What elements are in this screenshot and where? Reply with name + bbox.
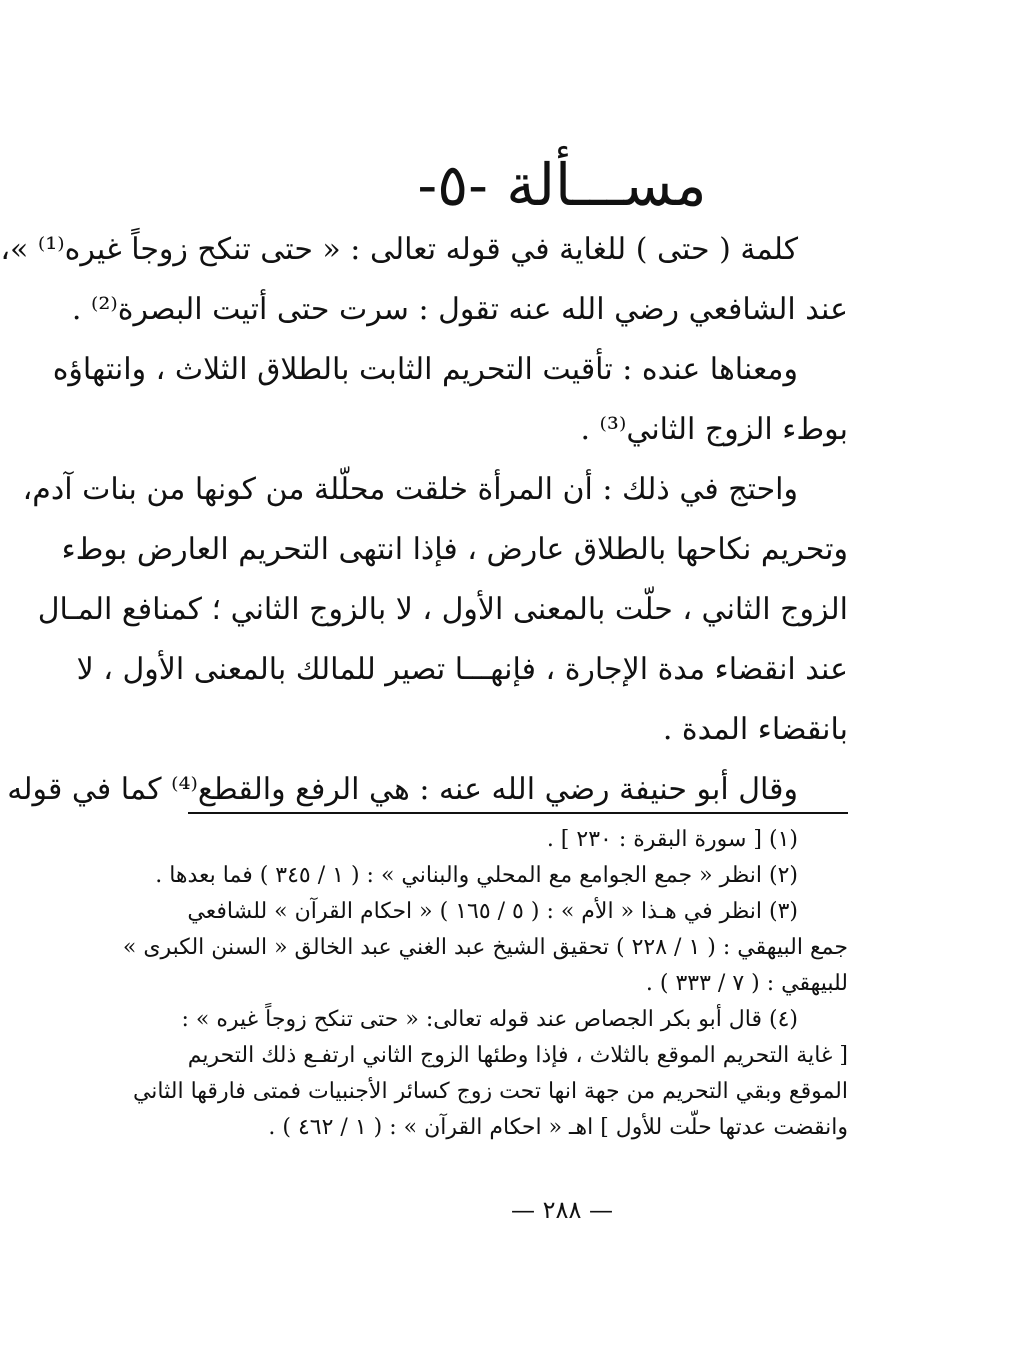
footnote-line: وانقضت عدتها حلّت للأول ] اهـ « احكام القرآن » : ( ١ / ٤٦٢ ) . [268,1115,848,1140]
main-text-line: كلمة ( حتى ) للغاية في قوله تعالى : « حتى تنكح زوجاً غيره⁽¹⁾ »، [0,232,798,267]
main-text [0,220,848,820]
main-text-line: الزوج الثاني ، حلّت بالمعنى الأول ، لا بالزوج الثاني ؛ كمنافع المـال [37,592,848,627]
page-number: — ٢٨٨ — [511,1196,613,1224]
footnote-line: (٢) انظر « جمع الجوامع مع المحلي والبناني » : ( ١ / ٣٤٥ ) فما بعدها . [155,863,798,888]
main-text-line: بوطء الزوج الثاني⁽³⁾ . [580,412,848,447]
issue-heading: مســـألة -٥- [417,151,707,219]
footnotes [122,822,848,1146]
main-text-line: واحتج في ذلك : أن المرأة خلقت محلّلة من كونها من بنات آدم، [22,472,798,507]
footnote-line: جمع البيهقي : ( ١ / ٢٢٨ ) تحقيق الشيخ عبد الغني عبد الخالق « السنن الكبرى » [122,935,848,960]
main-text-line: عند الشافعي رضي الله عنه تقول : سرت حتى أتيت البصرة⁽²⁾ . [71,292,848,327]
footnote-line: (٣) انظر في هـذا « الأم » : ( ٥ / ١٦٥ ) « احكام القرآن » للشافعي [187,899,798,924]
footnote-line: (١) [ سورة البقرة : ٢٣٠ ] . [546,827,798,852]
main-text-line: عند انقضاء مدة الإجارة ، فإنهـــا تصير للمالك بالمعنى الأول ، لا [76,652,848,687]
main-text-line: وتحريم نكاحها بالطلاق عارض ، فإذا انتهى التحريم العارض بوطء [61,532,848,567]
main-text-line: ومعناها عنده : تأقيت التحريم الثابت بالطلاق الثلاث ، وانتهاؤه [52,352,798,387]
main-text-line: بانقضاء المدة . [662,712,848,747]
footnote-line: للبيهقي : ( ٧ / ٣٣٣ ) . [645,971,848,996]
main-text-line: وقال أبو حنيفة رضي الله عنه : هي الرفع والقطع⁽⁴⁾ كما في قوله [7,772,798,807]
footnote-divider [188,812,848,814]
footnote-line: (٤) قال أبو بكر الجصاص عند قوله تعالى: « حتى تنكح زوجاً غيره » : [181,1007,798,1032]
footnote-line: الموقع وبقي التحريم من جهة انها تحت زوج كسائر الأجنبيات فمتى فارقها الثاني [132,1079,848,1104]
footnote-line: [ غاية التحريم الموقع بالثلاث ، فإذا وطئها الزوج الثاني ارتفـع ذلك التحريم [187,1043,848,1068]
